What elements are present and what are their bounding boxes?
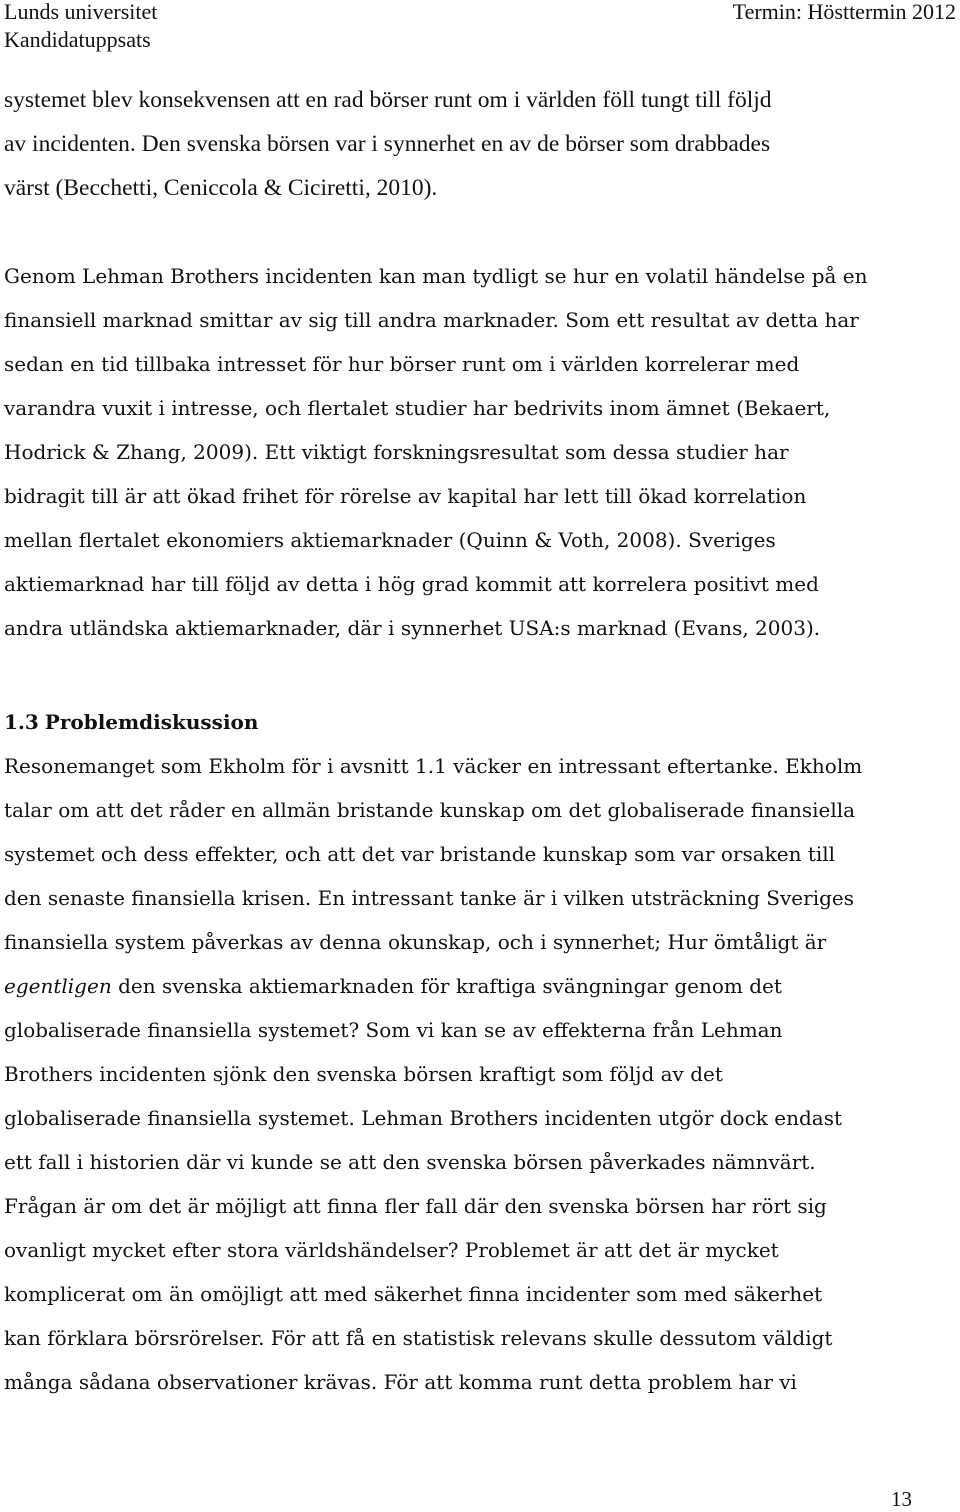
text-line: varandra vuxit i intresse, och flertalet studier har bedrivits inom ämnet (Bekaert, bbox=[4, 396, 831, 420]
text-line: Resonemanget som Ekholm för i avsnitt 1.1 väcker en intressant eftertanke. Ekholm bbox=[4, 754, 863, 778]
text-line: aktiemarknad har till följd av detta i hög grad kommit att korrelera positivt med bbox=[4, 572, 819, 596]
thesis-type: Kandidatuppsats bbox=[4, 27, 151, 52]
text-line: ovanligt mycket efter stora världshändelser? Problemet är att det är mycket bbox=[4, 1238, 779, 1262]
text-line: systemet blev konsekvensen att en rad börser runt om i världen föll tungt till följd bbox=[4, 87, 772, 113]
text-line-italic-mix bbox=[4, 964, 960, 1008]
university-name: Lunds universitet bbox=[4, 0, 158, 24]
page-number: 13 bbox=[891, 1487, 912, 1511]
running-header-left bbox=[4, 0, 157, 54]
text-line: andra utländska aktiemarknader, där i synnerhet USA:s marknad (Evans, 2003). bbox=[4, 616, 821, 640]
text-line: värst (Becchetti, Ceniccola & Ciciretti, 2010). bbox=[4, 175, 438, 201]
text-line: talar om att det råder en allmän bristande kunskap om det globaliserade finansiella bbox=[4, 798, 856, 822]
text-line: kan förklara börsrörelser. För att få en statistisk relevans skulle dessutom väldigt bbox=[4, 1326, 833, 1350]
paragraph-1 bbox=[4, 78, 960, 210]
running-header-right bbox=[733, 0, 956, 26]
section-title: Problemdiskussion bbox=[44, 710, 259, 734]
text-line: mellan flertalet ekonomiers aktiemarknader (Quinn & Voth, 2008). Sveriges bbox=[4, 528, 776, 552]
text-line: komplicerat om än omöjligt att med säkerhet finna incidenter som med säkerhet bbox=[4, 1282, 823, 1306]
text-line: Hodrick & Zhang, 2009). Ett viktigt forskningsresultat som dessa studier har bbox=[4, 440, 789, 464]
text-line: den senaste finansiella krisen. En intressant tanke är i vilken utsträckning Sveriges bbox=[4, 886, 854, 910]
text-line: sedan en tid tillbaka intresset för hur börser runt om i världen korrelerar med bbox=[4, 352, 800, 376]
text-line: av incidenten. Den svenska börsen var i synnerhet en av de börser som drabbades bbox=[4, 131, 771, 157]
line-remainder: den svenska aktiemarknaden för kraftiga svängningar genom det bbox=[111, 974, 782, 998]
text-line: finansiell marknad smittar av sig till andra marknader. Som ett resultat av detta har bbox=[4, 308, 859, 332]
text-line: Genom Lehman Brothers incidenten kan man tydligt se hur en volatil händelse på en bbox=[4, 264, 868, 288]
text-line: Frågan är om det är möjligt att finna fler fall där den svenska börsen har rört sig bbox=[4, 1194, 827, 1218]
paragraph-2 bbox=[4, 254, 960, 650]
text-line: många sådana observationer krävas. För att komma runt detta problem har vi bbox=[4, 1370, 797, 1394]
text-line: ett fall i historien där vi kunde se att den svenska börsen påverkades nämnvärt. bbox=[4, 1150, 816, 1174]
term-label: Termin: Hösttermin 2012 bbox=[732, 0, 956, 24]
section-number: 1.3 bbox=[4, 710, 39, 734]
text-line: globaliserade finansiella systemet? Som vi kan se av effekterna från Lehman bbox=[4, 1018, 783, 1042]
text-line: finansiella system påverkas av denna okunskap, och i synnerhet; Hur ömtåligt är bbox=[4, 930, 827, 954]
paragraph-3 bbox=[4, 744, 960, 1404]
text-line: systemet och dess effekter, och att det var bristande kunskap som var orsaken till bbox=[4, 842, 836, 866]
text-line: Brothers incidenten sjönk den svenska börsen kraftigt som följd av det bbox=[4, 1062, 723, 1086]
text-line: globaliserade finansiella systemet. Lehman Brothers incidenten utgör dock endast bbox=[4, 1106, 842, 1130]
emphasized-word: egentligen bbox=[4, 974, 112, 998]
section-heading bbox=[4, 700, 258, 744]
text-line: bidragit till är att ökad frihet för rörelse av kapital har lett till ökad korrelation bbox=[4, 484, 807, 508]
